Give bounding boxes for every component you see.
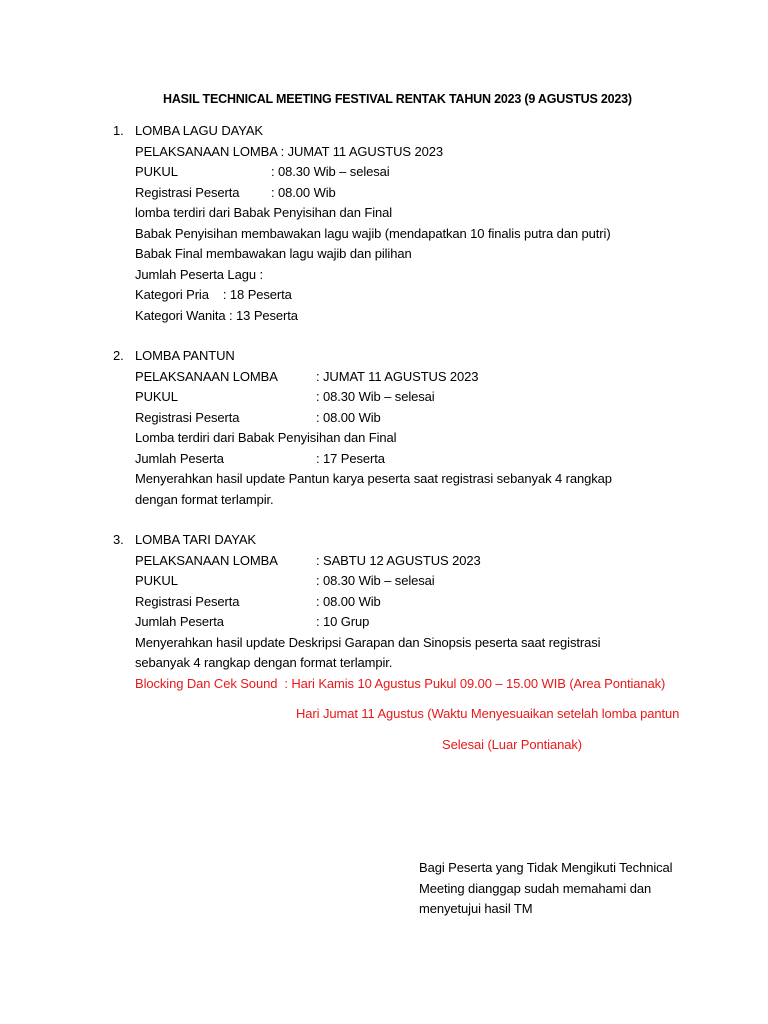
registrasi-label: Registrasi Peserta <box>135 184 240 200</box>
pelaksanaan-value: : SABTU 12 AGUSTUS 2023 <box>316 552 481 568</box>
info-line: Menyerahkan hasil update Deskripsi Garapan dan Sinopsis peserta saat registrasi <box>135 634 601 650</box>
info-line: dengan format terlampir. <box>135 491 274 507</box>
pukul-label: PUKUL <box>135 164 178 179</box>
pukul-value: : 08.30 Wib – selesai <box>271 164 390 179</box>
info-line: Babak Penyisihan membawakan lagu wajib (mendapatkan 10 finalis putra dan putri) <box>135 225 611 241</box>
jumlah-label: Jumlah Peserta <box>135 614 224 629</box>
registrasi-value: : 08.00 Wib <box>271 184 336 200</box>
info-line: Kategori Pria : 18 Peserta <box>135 287 292 302</box>
pelaksanaan-label: PELAKSANAAN LOMBA <box>135 552 278 568</box>
registrasi-label: Registrasi Peserta <box>135 593 240 609</box>
technical-meeting-note <box>419 858 709 920</box>
info-line: sebanyak 4 rangkap dengan format terlampir. <box>135 655 393 670</box>
pelaksanaan-line: PELAKSANAAN LOMBA : JUMAT 11 AGUSTUS 2023 <box>135 143 444 159</box>
section-number: 1. <box>113 123 124 138</box>
note-line: Meeting dianggap sudah memahami dan <box>419 880 652 896</box>
info-line: Menyerahkan hasil update Pantun karya peserta saat registrasi sebanyak 4 rangkap <box>135 471 612 486</box>
pukul-value: : 08.30 Wib – selesai <box>316 573 435 588</box>
section-heading: LOMBA PANTUN <box>135 348 235 363</box>
jumlah-value: : 10 Grup <box>316 614 370 629</box>
pukul-label: PUKUL <box>135 573 178 588</box>
registrasi-value: : 08.00 Wib <box>316 593 381 609</box>
document-title: HASIL TECHNICAL MEETING FESTIVAL RENTAK TAHUN 2023 (9 AGUSTUS 2023) <box>163 92 632 106</box>
info-line: Jumlah Peserta Lagu : <box>135 266 263 282</box>
blocking-schedule-line: Hari Jumat 11 Agustus (Waktu Menyesuaikan setelah lomba pantun <box>296 706 680 721</box>
pelaksanaan-label: PELAKSANAAN LOMBA <box>135 368 278 384</box>
note-line: Bagi Peserta yang Tidak Mengikuti Technical <box>419 860 673 875</box>
jumlah-value: : 17 Peserta <box>316 450 385 466</box>
info-line: Kategori Wanita : 13 Peserta <box>135 307 298 323</box>
section-heading: LOMBA LAGU DAYAK <box>135 123 263 138</box>
info-line: Babak Final membawakan lagu wajib dan pilihan <box>135 246 412 261</box>
jumlah-label: Jumlah Peserta <box>135 450 224 466</box>
note-line: menyetujui hasil TM <box>419 901 533 916</box>
section-number: 3. <box>113 532 124 547</box>
info-line: Lomba terdiri dari Babak Penyisihan dan Final <box>135 430 397 445</box>
registrasi-value: : 08.00 Wib <box>316 409 381 425</box>
registrasi-label: Registrasi Peserta <box>135 409 240 425</box>
info-line: lomba terdiri dari Babak Penyisihan dan Final <box>135 205 393 220</box>
section-heading: LOMBA TARI DAYAK <box>135 532 256 547</box>
pukul-value: : 08.30 Wib – selesai <box>316 389 435 404</box>
blocking-schedule-line: Selesai (Luar Pontianak) <box>442 737 582 752</box>
blocking-schedule-line: Blocking Dan Cek Sound : Hari Kamis 10 Agustus Pukul 09.00 – 15.00 WIB (Area Pontianak) <box>135 675 666 691</box>
section-number: 2. <box>113 348 124 363</box>
pelaksanaan-value: : JUMAT 11 AGUSTUS 2023 <box>316 368 479 384</box>
pukul-label: PUKUL <box>135 389 178 404</box>
